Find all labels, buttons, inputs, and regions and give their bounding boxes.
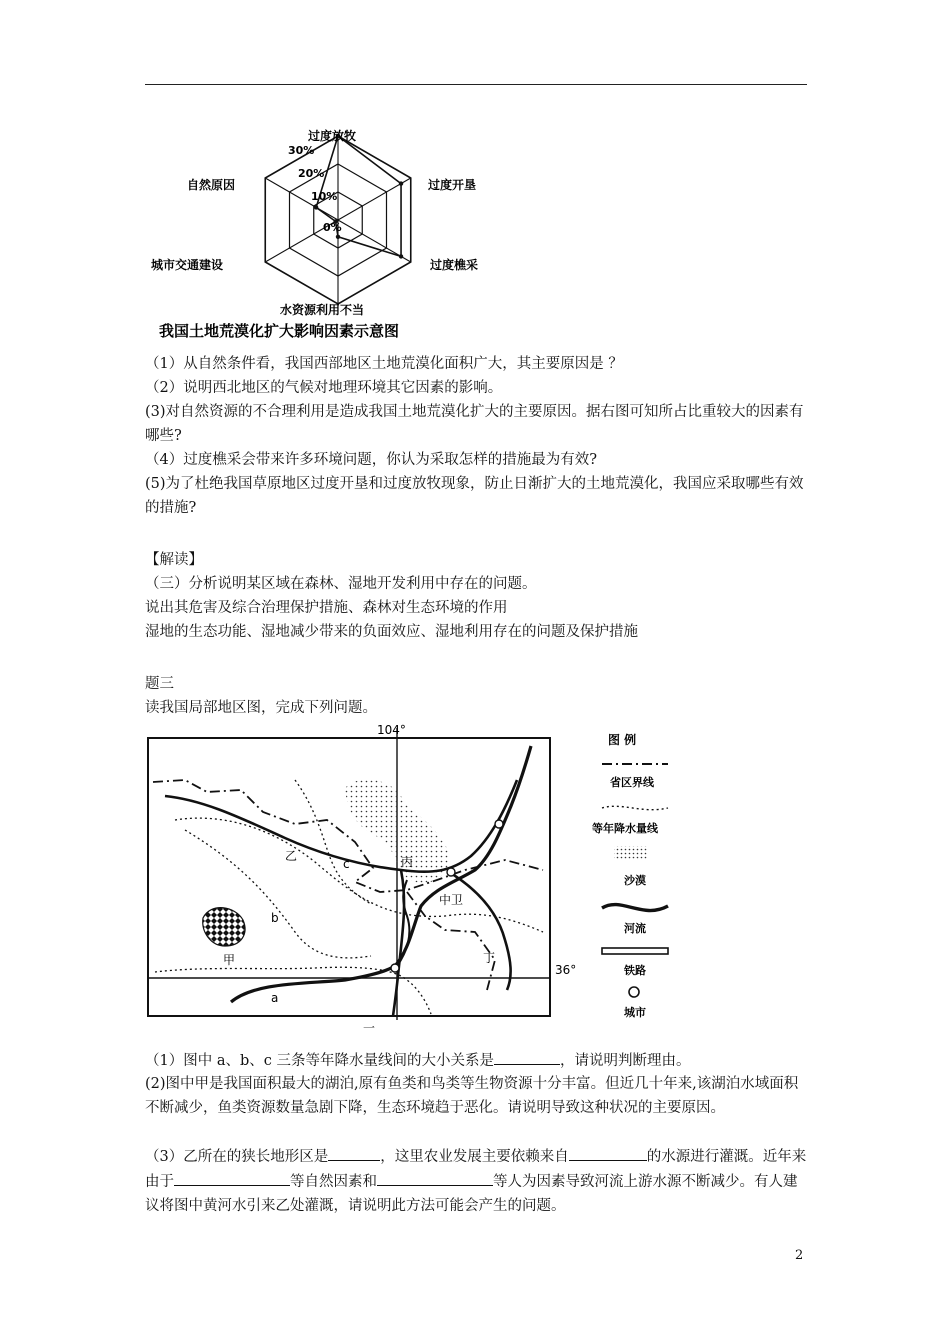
q2-1-text-a: （1）图中 a、b、c 三条等年降水量线间的大小关系是 [145, 1053, 494, 1069]
blank-q2-3-d[interactable] [377, 1169, 493, 1186]
radar-point-4 [336, 235, 340, 239]
radar-spokes [265, 136, 410, 304]
q2-3-text-a: （3）乙所在的狭长地形区是 [145, 1149, 329, 1165]
blank-q2-1[interactable] [494, 1048, 560, 1065]
header-rule [145, 84, 807, 85]
radar-axis-label-firewood: 过度樵采 [430, 258, 479, 272]
legend-desert-label: 沙漠 [624, 874, 646, 887]
q1-3: (3)对自然资源的不合理利用是造成我国土地荒漠化扩大的主要原因。据右图可知所占比重较大的因素有哪些? [145, 404, 804, 444]
ti3-heading: 题三 [145, 676, 174, 692]
railway-1 [165, 780, 517, 872]
q2-3 [145, 1144, 810, 1218]
radar-tick-0: 0% [323, 221, 342, 234]
legend-city-label: 城市 [624, 1006, 646, 1019]
radar-title: 我国土地荒漠化扩大影响因素示意图 [159, 322, 400, 340]
legend-boundary-label: 省区界线 [610, 776, 654, 789]
regional-map [145, 720, 577, 1035]
map-label-zhongwei: 中卫 [439, 893, 464, 907]
radar-axis-label-cultivation: 过度开垦 [428, 178, 477, 192]
q1-5: (5)为了杜绝我国草原地区过度开垦和过度放牧现象，防止日渐扩大的土地荒漠化，我国应采取哪些有效的措施? [145, 476, 804, 516]
ti3-intro: 读我国局部地区图，完成下列问题。 [145, 700, 377, 716]
q2-2: (2)图中甲是我国面积最大的湖泊,原有鱼类和鸟类等生物资源十分丰富。但近几十年来,该湖泊水域面积不断减少，鱼类资源数量急剧下降，生态环境趋于恶化。请说明导致这种状况的主要原因。 [145, 1076, 799, 1116]
q2-3-text-e: 等人为因素导致河流上游水源不断减少。有人建议将图中黄河水引来乙处灌溉，请说明此方法可能会产生的问题。 [145, 1174, 798, 1214]
q2-1-text-b: ，请说明判断理由。 [560, 1053, 691, 1069]
lake-jia [203, 908, 245, 946]
legend-city-symbol [629, 987, 639, 997]
map-label-yi: 乙 [285, 849, 298, 863]
map-legend [588, 724, 688, 1024]
city-northeast [495, 820, 503, 828]
city-zhongwei [447, 868, 455, 876]
q2-3-text-d: 等自然因素和 [290, 1174, 377, 1190]
jiedu-line-3: 湿地的生态功能、湿地减少带来的负面效应、湿地利用存在的问题及保护措施 [145, 624, 638, 640]
radar-axis-label-water: 水资源利用不当 [280, 303, 365, 317]
blank-q2-3-c[interactable] [174, 1169, 290, 1186]
radar-chart [145, 120, 525, 342]
railway-2 [393, 870, 404, 1016]
q1-2: （2）说明西北地区的气候对地理环境其它因素的影响。 [145, 380, 503, 396]
map-bottom-mark: 一 [363, 1021, 376, 1035]
legend-railway-label: 铁路 [624, 964, 646, 977]
blank-q2-3-b[interactable] [569, 1144, 647, 1161]
map-label-jia: 甲 [223, 953, 236, 967]
q2-1 [145, 1048, 810, 1073]
blank-q2-3-a[interactable] [328, 1144, 380, 1161]
q1-4: （4）过度樵采会带来许多环境问题，你认为采取怎样的措施最为有效? [145, 452, 597, 468]
radar-axis-label-natural: 自然原因 [187, 178, 236, 192]
map-label-c: c [343, 857, 350, 871]
radar-tick-30: 30% [288, 144, 315, 157]
page-number: 2 [795, 1248, 804, 1263]
desert-area [345, 779, 451, 883]
legend-title: 图 例 [608, 733, 637, 747]
legend-isohyet-label: 等年降水量线 [592, 822, 658, 835]
q2-3-text-b: ，这里农业发展主要依赖来自 [380, 1149, 569, 1165]
q2-3-text-c: 的水源进行灌溉。近年来由于 [145, 1149, 807, 1190]
q1-1: （1）从自然条件看，我国西部地区土地荒漠化面积广大，其主要原因是 ？ [145, 356, 623, 372]
radar-point-6 [314, 205, 318, 209]
map-label-b: b [271, 911, 279, 925]
legend-river-symbol [602, 905, 668, 911]
radar-axis-label-grazing: 过度放牧 [308, 129, 357, 143]
legend-railway-symbol [602, 948, 668, 954]
radar-point-3 [399, 254, 403, 258]
jiedu-line-1: （三）分析说明某区域在森林、湿地开发利用中存在的问题。 [145, 576, 537, 592]
city-lanzhou [391, 964, 399, 972]
legend-desert-symbol [614, 846, 648, 860]
radar-axis-label-urban: 城市交通建设 [151, 258, 224, 272]
legend-river-label: 河流 [624, 922, 646, 935]
legend-isohyet-symbol [602, 806, 668, 809]
radar-tick-10: 10% [311, 190, 338, 203]
jiedu-line-2: 说出其危害及综合治理保护措施、森林对生态环境的作用 [145, 600, 508, 616]
isohyet-a [155, 967, 431, 1014]
map-label-bing: 丙 [401, 855, 414, 869]
lat-label: 36° [555, 963, 577, 977]
jiedu-heading: 【解读】 [145, 552, 203, 568]
lon-label: 104° [377, 723, 406, 737]
map-frame [148, 738, 550, 1016]
map-label-ding: 丁 [483, 951, 496, 965]
map-label-a: a [271, 991, 279, 1005]
radar-point-2 [399, 181, 403, 185]
radar-tick-20: 20% [298, 167, 325, 180]
